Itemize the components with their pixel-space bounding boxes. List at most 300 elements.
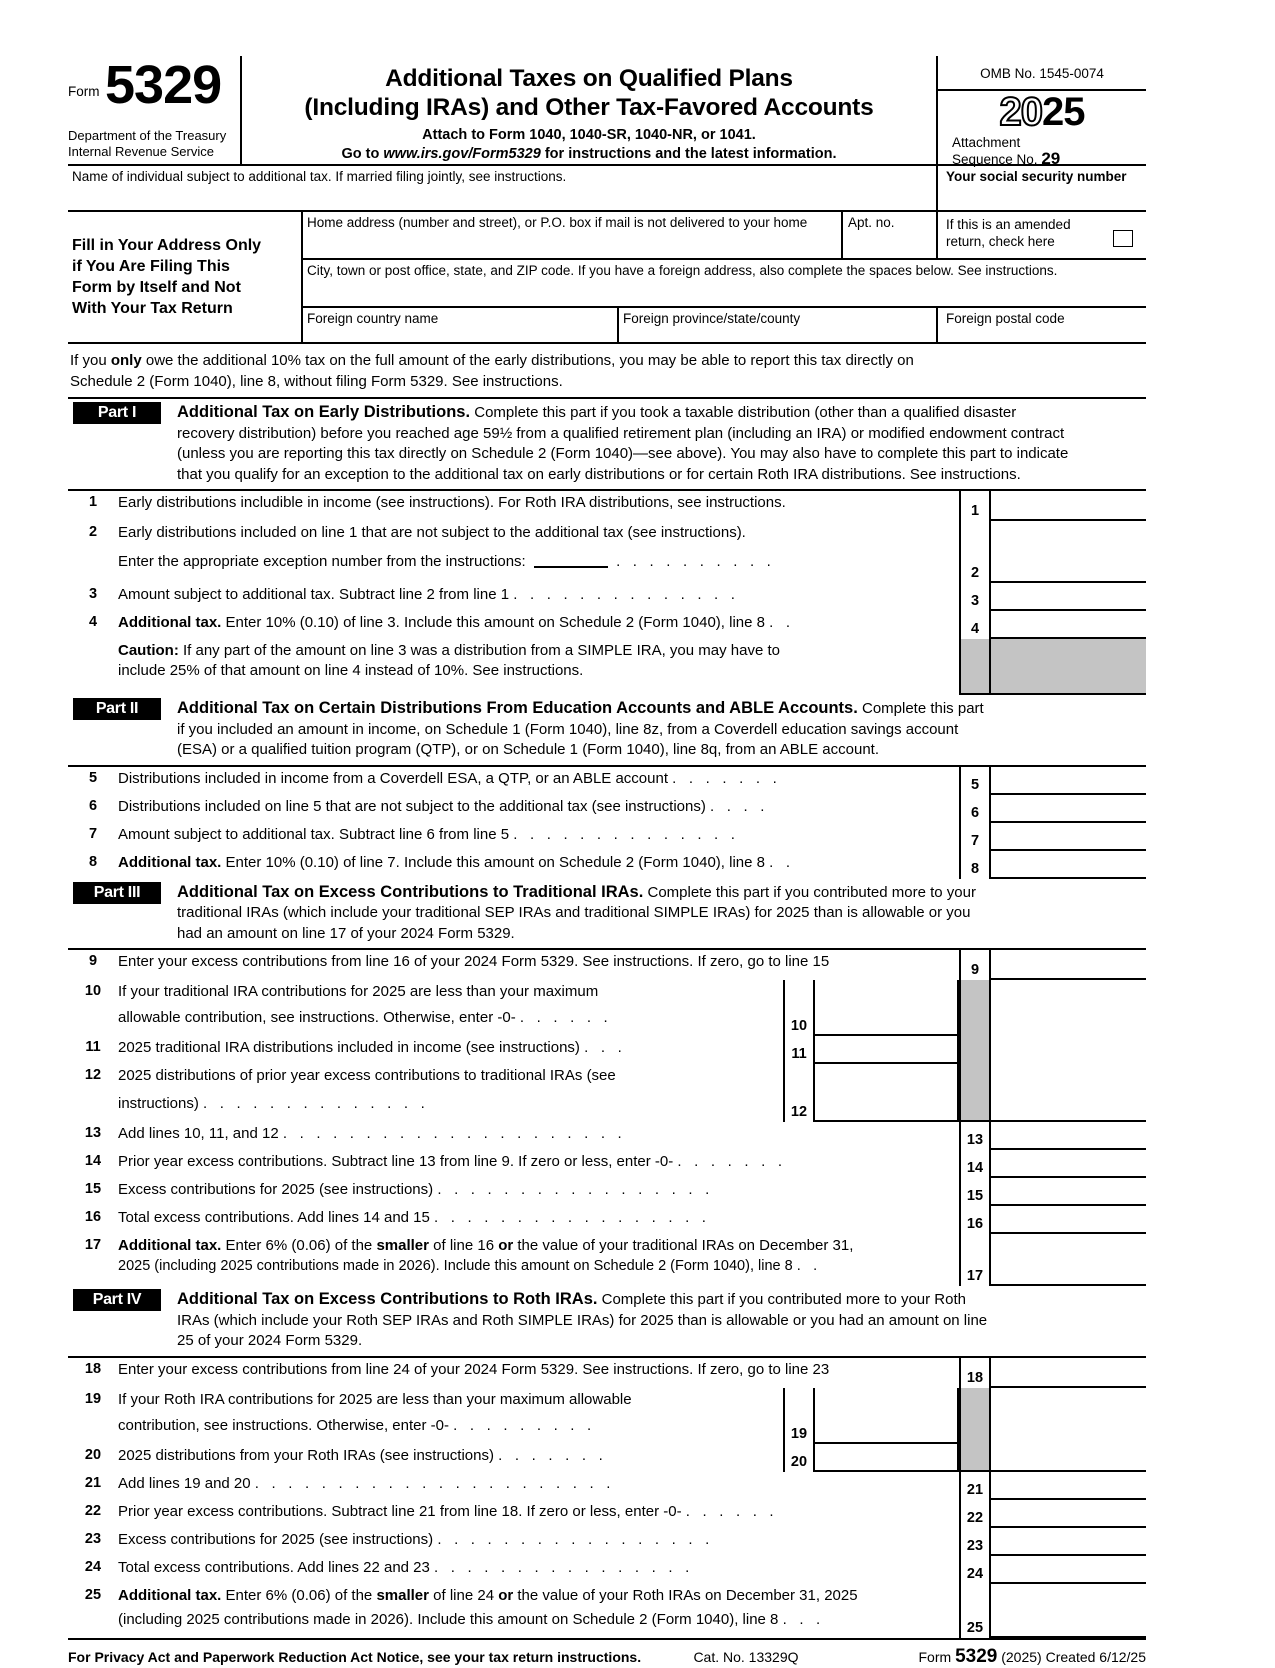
line-7-row [68,823,1146,851]
line-23-amount[interactable] [991,1528,1146,1556]
line-1-label: Early distributions includible in income (see instructions). For Roth IRA distributions, see instructions [118,494,782,511]
line-22-dots: . . . . . . [685,1502,778,1520]
line-5-box-number: 5 [959,767,991,795]
line-5-row [68,767,1146,795]
part-4-body2: IRAs (which include your Roth SEP IRAs and Roth SIMPLE IRAs) for 2025 than is allowable or you had an amount on line [177,1311,988,1329]
sequence-number: 29 [1041,149,1061,168]
caution-body-b: include 25% of that amount on line 4 instead of 10%. See instructions. [118,662,584,679]
notice-line2: Schedule 2 (Form 1040), line 8, without filing Form 5329. See instructions. [70,373,563,390]
goto-prefix: Go to [341,146,380,162]
line-23-label: Excess contributions for 2025 (see instructions) [118,1530,434,1548]
line-16-text [118,1206,959,1234]
line-18-number: 18 [84,1360,102,1377]
line-25-amount[interactable] [991,1584,1146,1638]
line-5-dots: . . . . . . . [672,769,781,787]
line-14-dots: . . . . . . . [677,1153,787,1170]
part-2-title: Additional Tax on Certain Distributions From Education Accounts and ABLE Accounts. [177,699,858,717]
line-1-text [118,491,959,521]
catalog-number: Cat. No. 13329Q [693,1648,799,1665]
home-address-field[interactable] [303,212,843,258]
line-21-dots: . . . . . . . . . . . . . . . . . . . . . . [254,1474,615,1492]
part-1-badge: Part I [73,402,161,424]
amended-return-checkbox[interactable] [1113,230,1133,247]
line-8-box-number: 8 [959,851,991,879]
line-14-box-number: 14 [959,1150,991,1178]
part-1-title: Additional Tax on Early Distributions. [177,403,471,421]
caution-label: Caution: [118,642,179,659]
line-24-dots: . . . . . . . . . . . . . . . . [434,1558,694,1576]
line-16-box-number: 16 [959,1206,991,1234]
tax-year-digits: 25 [1042,90,1085,134]
home-address-label: Home address (number and street), or P.O. box if mail is not delivered to your home [307,215,808,230]
line-10-row [68,980,1146,1036]
amended-line1: If this is an amended [946,217,1071,232]
line-16-number: 16 [84,1209,102,1225]
line-14-amount[interactable] [991,1150,1146,1178]
form-sheet [68,56,1146,1668]
form-footer [68,1638,1146,1668]
part-2-description [161,698,1146,761]
line-9-amount[interactable] [991,950,1146,980]
line-23-box-number: 23 [959,1528,991,1556]
line-3-dots: . . . . . . . . . . . . . . [513,586,740,603]
line-6-row [68,795,1146,823]
line-16-dots: . . . . . . . . . . . . . . . . . [434,1209,711,1226]
footer-form-suffix: (2025) Created 6/12/25 [1001,1648,1146,1665]
line-15-text [118,1178,959,1206]
form-number: 5329 [105,55,222,115]
goto-instruction [242,146,936,162]
line-17-smaller: smaller [376,1237,429,1254]
part-1-body4: that you qualify for an exception to the additional tax on early distributions or for certain Roth IRA distributions. See instructions. [177,465,1021,483]
line-15-number: 15 [84,1181,102,1197]
part-4-body1: Complete this part if you contributed more to your Roth [597,1291,966,1308]
line-1-amount[interactable] [991,491,1146,521]
notice-line1-c: owe the additional 10% tax on the full amount of the early distributions, you may be able to report this tax directly on [141,352,914,369]
footer-form-id [919,1646,1147,1668]
line-14-row [68,1150,1146,1178]
tax-year-block [938,91,1146,135]
line-8-label-bold: Additional tax. [118,853,222,871]
line-12-text [118,1064,783,1122]
line-25-row [68,1584,1146,1638]
line-6-dots: . . . . [710,797,769,815]
line-5-label: Distributions included in income from a Coverdell ESA, a QTP, or an ABLE account [118,769,668,787]
foreign-postal-field[interactable] [938,308,1146,342]
caution-spacer [68,639,118,695]
line-4-amount[interactable] [991,611,1146,639]
line-1-box-number: 1 [959,491,991,521]
line-6-box-number: 6 [959,795,991,823]
line-16-amount[interactable] [991,1206,1146,1234]
line-19-number: 19 [84,1390,102,1407]
part-3-lines [68,948,1146,1286]
foreign-country-label: Foreign country name [307,311,439,326]
line-18-amount[interactable] [991,1358,1146,1388]
line-2-dots: . . . . . . . . . . [616,553,776,570]
line-10-amount[interactable] [815,980,959,1036]
part-3-body1: Complete this part if you contributed more to your [643,883,976,901]
line-8-label: Enter 10% (0.10) of line 7. Include this amount on Schedule 2 (Form 1040), line 8 [221,853,765,871]
line-13-amount[interactable] [991,1122,1146,1150]
line-2-label-b: Enter the appropriate exception number from the instructions: [118,553,526,570]
line-17-box-number: 17 [959,1234,991,1286]
line-12-label-b: instructions) [118,1095,199,1112]
part-1-lines [68,489,1146,695]
line-11-amount[interactable] [815,1036,959,1064]
line-14-number: 14 [84,1153,102,1169]
notice-paragraph [68,342,1146,397]
part-3-title: Additional Tax on Excess Contributions to Traditional IRAs. [177,882,644,901]
line-3-box-number: 3 [959,583,991,611]
part-3-badge: Part III [73,882,161,904]
line-9-text: Enter your excess contributions from line 16 of your 2024 Form 5329. See instructions. If zero, go to line 15 [118,953,830,970]
line-3-number: 3 [88,586,98,602]
line-24-amount[interactable] [991,1556,1146,1584]
address-side-line3: Form by Itself and Not [72,279,241,296]
tax-year-century: 20 [999,90,1042,134]
line-22-number: 22 [84,1502,102,1519]
line-11-number: 11 [85,1039,101,1055]
address-fields [303,212,1146,342]
name-field[interactable] [68,166,938,210]
line-20-dots: . . . . . . . [498,1446,607,1464]
line-25-or: or [498,1586,514,1604]
line-17-label-b: 2025 (including 2025 contributions made in 2026). Include this amount on Schedule 2 (Form 1040), line 8 [118,1258,793,1274]
line-24-text [118,1556,959,1584]
line-19-label-b: contribution, see instructions. Otherwise, enter -0- [118,1416,449,1434]
line-11-box-number: 11 [783,1036,815,1064]
part-4-badge: Part IV [73,1289,161,1311]
line-4-label-bold: Additional tax. [118,614,222,631]
part-2-header [68,695,1146,765]
line-24-number: 24 [84,1558,102,1575]
line-21-number: 21 [84,1474,102,1491]
line-17-dots: . . [796,1258,822,1274]
tax-year [938,91,1146,133]
line-11-dots: . . . [584,1039,626,1056]
line-4-box-number: 4 [959,611,991,639]
line-6-number: 6 [88,797,98,814]
line-17-text [118,1234,959,1286]
address-side-label [68,212,303,342]
line-15-row [68,1178,1146,1206]
line-25-a5: the value of your Roth IRAs on December 31, 2025 [513,1586,858,1604]
line-14-text [118,1150,959,1178]
line-20-right-blank [991,1444,1146,1472]
line-12-right-blank [991,1064,1146,1122]
line-3-amount[interactable] [991,583,1146,611]
line-20-text [118,1444,783,1472]
form-title-line2: (Including IRAs) and Other Tax-Favored Accounts [304,94,874,121]
line-25-label-bold: Additional tax. [118,1586,222,1604]
part-3-header [68,879,1146,949]
line-21-amount[interactable] [991,1472,1146,1500]
line-16-row [68,1206,1146,1234]
line-2-number: 2 [88,524,98,540]
line-25-a3: of line 24 [428,1586,499,1604]
line-2-amount[interactable] [991,521,1146,583]
line-9-row [68,950,1146,980]
form-identity-block [68,56,240,164]
foreign-postal-label: Foreign postal code [946,311,1065,326]
address-row-1 [303,212,1146,260]
line-12-number: 12 [84,1067,102,1083]
irs-label: Internal Revenue Service [68,144,214,159]
line-17-row [68,1234,1146,1286]
line-13-row [68,1122,1146,1150]
line-10-number: 10 [84,983,102,999]
line-12-dots: . . . . . . . . . . . . . . [203,1095,429,1112]
goto-suffix: for instructions and the latest information. [544,146,837,162]
line-11-text [118,1036,783,1064]
line-9-number: 9 [88,953,98,969]
line-10-right-blank [991,980,1146,1036]
exception-number-input[interactable] [534,554,608,568]
line-13-box-number: 13 [959,1122,991,1150]
part-4-header [68,1286,1146,1356]
part-4-body3: 25 of your 2024 Form 5329. [177,1332,363,1349]
line-14-label: Prior year excess contributions. Subtract line 13 from line 9. If zero or less, enter -0- [118,1153,674,1170]
line-13-number: 13 [84,1125,102,1141]
line-19-dots: . . . . . . . . . [453,1416,596,1434]
line-25-text [118,1584,959,1638]
part-2-badge: Part II [73,698,161,720]
line-10-text [118,980,783,1036]
line-12-label-a: 2025 distributions of prior year excess contributions to traditional IRAs (see [118,1067,616,1084]
line-20-box-number: 20 [783,1444,815,1472]
line-19-text [118,1388,783,1444]
line-21-label: Add lines 19 and 20 [118,1474,251,1492]
part-2-body3: (ESA) or a qualified tuition program (QTP), or on Schedule 1 (Form 1040), line 8q, from an ABLE account. [177,741,880,758]
line-11-row [68,1036,1146,1064]
form-word-label: Form [68,84,100,99]
line-20-label: 2025 distributions from your Roth IRAs (see instructions) [118,1446,494,1464]
part-3-description [161,882,1146,945]
form-title-block [240,56,938,164]
address-side-line2: if You Are Filing This [72,258,230,275]
line-20-shaded-box [959,1444,991,1472]
line-25-number: 25 [84,1586,102,1603]
part-4-description [161,1289,1146,1352]
treasury-label: Department of the Treasury [68,128,227,143]
line-12-row [68,1064,1146,1122]
ssn-label: Your social security number [946,169,1127,184]
line-20-number: 20 [84,1446,102,1463]
privacy-notice: For Privacy Act and Paperwork Reduction Act Notice, see your tax return instructions. [68,1648,642,1665]
line-19-right-blank [991,1388,1146,1444]
footer-form-word: Form [918,1648,952,1665]
line-19-label-a: If your Roth IRA contributions for 2025 are less than your maximum allowable [118,1390,632,1408]
line-20-row [68,1444,1146,1472]
line-17-a1: Enter 6% (0.06) of the [221,1237,377,1254]
line-17-a5: the value of your traditional IRAs on December 31, [513,1237,854,1254]
part-2-body2: if you included an amount in income, on Schedule 1 (Form 1040), line 8z, from a Coverdell education savings account [177,720,959,738]
line-18-box-number: 18 [959,1358,991,1388]
line-20-amount[interactable] [815,1444,959,1472]
line-6-text [118,795,959,823]
caution-shaded-box-number [959,639,991,695]
line-2-box-number: 2 [959,521,991,583]
notice-only-emphasis: only [110,352,142,369]
line-4-row [68,611,1146,639]
line-12-box-number: 12 [783,1064,815,1122]
part-2-lines [68,765,1146,879]
part-1-body3: (unless you are reporting this tax directly on Schedule 2 (Form 1040)—see above). You may also have to complete this part to indicate [177,445,1069,462]
line-2-row [68,521,1146,583]
city-label: City, town or post office, state, and ZIP code. If you have a foreign address, also complete the spaces below. See instructions. [307,263,1058,278]
line-19-shaded-box [959,1388,991,1444]
line-21-text [118,1472,959,1500]
amended-return-block [938,212,1146,258]
ssn-field[interactable] [938,166,1146,210]
line-21-row [68,1472,1146,1500]
line-23-dots: . . . . . . . . . . . . . . . . . [437,1530,714,1548]
agency-block [68,128,226,160]
line-18-row [68,1358,1146,1388]
line-6-label: Distributions included on line 5 that are not subject to the additional tax (see instructions) [118,797,706,815]
line-15-amount[interactable] [991,1178,1146,1206]
line-10-label-b: allowable contribution, see instructions. Otherwise, enter -0- [118,1009,516,1026]
line-22-row [68,1500,1146,1528]
attach-instruction: Attach to Form 1040, 1040-SR, 1040-NR, or 1041. [422,127,756,143]
foreign-province-field[interactable] [619,308,938,342]
footer-form-number: 5329 [955,1645,998,1667]
line-7-amount[interactable] [991,823,1146,851]
line-23-text [118,1528,959,1556]
line-22-box-number: 22 [959,1500,991,1528]
line-21-box-number: 21 [959,1472,991,1500]
city-field[interactable] [303,260,1146,308]
caution-row [68,639,1146,695]
line-5-number: 5 [88,769,98,786]
line-23-row [68,1528,1146,1556]
line-11-shaded-box [959,1036,991,1064]
line-13-dots: . . . . . . . . . . . . . . . . . . . . . [282,1125,626,1142]
foreign-country-field[interactable] [303,308,619,342]
line-4-number: 4 [88,614,98,630]
line-1-number: 1 [88,494,98,510]
line-3-row [68,583,1146,611]
part-2-body1: Complete this part [857,700,984,717]
sequence-label: Sequence No. [952,152,1038,167]
line-25-smaller: smaller [376,1586,429,1604]
line-1-dots: . [781,494,790,511]
line-10-label-a: If your traditional IRA contributions for 2025 are less than your maximum [118,983,599,1000]
amended-line2: return, check here [946,234,1055,249]
line-8-text [118,851,959,879]
line-16-label: Total excess contributions. Add lines 14 and 15 [118,1209,430,1226]
line-23-number: 23 [84,1530,102,1547]
line-5-text [118,767,959,795]
line-8-number: 8 [88,853,98,870]
line-22-amount[interactable] [991,1500,1146,1528]
line-8-row [68,851,1146,879]
line-7-text [118,823,959,851]
name-label: Name of individual subject to additional tax. If married filing jointly, see instructions. [72,169,567,184]
line-17-a3: of line 16 [428,1237,499,1254]
part-1-header [68,397,1146,489]
line-9-box-number: 9 [959,950,991,980]
line-7-dots: . . . . . . . . . . . . . . [513,825,740,843]
caution-shaded-amount [991,639,1146,695]
apt-label: Apt. no. [848,215,895,230]
line-3-text [118,583,959,611]
address-block [68,210,1146,342]
attachment-label: Attachment [952,135,1021,150]
omb-block [938,56,1146,168]
line-10-shaded-box [959,980,991,1036]
line-11-label: 2025 traditional IRA distributions included in income (see instructions) [118,1039,580,1056]
foreign-province-label: Foreign province/state/county [623,311,801,326]
line-24-row [68,1556,1146,1584]
line-19-row [68,1388,1146,1444]
line-10-dots: . . . . . . [519,1009,612,1026]
line-17-or: or [498,1237,514,1254]
apt-field[interactable] [843,212,938,258]
line-25-a1: Enter 6% (0.06) of the [221,1586,377,1604]
line-1-row [68,491,1146,521]
line-24-box-number: 24 [959,1556,991,1584]
line-8-amount[interactable] [991,851,1146,879]
caution-text [118,639,959,695]
line-19-amount[interactable] [815,1388,959,1444]
line-15-label: Excess contributions for 2025 (see instructions) [118,1181,434,1198]
line-6-amount[interactable] [991,795,1146,823]
line-3-label: Amount subject to additional tax. Subtract line 2 from line 1 [118,586,510,603]
line-25-label-b: (including 2025 contributions made in 2026). Include this amount on Schedule 2 (Form 1040), line 8 [118,1610,779,1628]
line-10-box-number: 10 [783,980,815,1036]
line-17-label-bold: Additional tax. [118,1237,222,1254]
line-5-amount[interactable] [991,767,1146,795]
line-2-label-a: Early distributions included on line 1 that are not subject to the additional tax (see instructions). [118,524,746,541]
part-1-description [161,402,1146,485]
line-22-text [118,1500,959,1528]
line-15-dots: . . . . . . . . . . . . . . . . . [437,1181,714,1198]
irs-url[interactable]: www.irs.gov/Form5329 [383,146,541,162]
line-25-box-number: 25 [959,1584,991,1638]
line-7-box-number: 7 [959,823,991,851]
line-7-number: 7 [88,825,98,842]
line-19-box-number: 19 [783,1388,815,1444]
line-8-dots: . . [769,853,795,871]
caution-body-a: If any part of the amount on line 3 was a distribution from a SIMPLE IRA, you may have to [178,642,780,659]
line-13-label: Add lines 10, 11, and 12 [118,1125,279,1142]
line-17-amount[interactable] [991,1234,1146,1286]
name-ssn-row [68,164,1146,210]
line-2-text [118,521,959,583]
line-12-amount[interactable] [815,1064,959,1122]
line-13-text [118,1122,959,1150]
omb-number: OMB No. 1545-0074 [980,66,1104,81]
part-3-body2: traditional IRAs (which include your traditional SEP IRAs and traditional SIMPLE IRAs) for 2025 than is allowable or you [177,904,971,921]
part-1-body1: Complete this part if you took a taxable distribution (other than a qualified disaster [470,404,1017,421]
line-24-label: Total excess contributions. Add lines 22 and 23 [118,1558,430,1576]
line-4-label: Enter 10% (0.10) of line 3. Include this amount on Schedule 2 (Form 1040), line 8 [221,614,765,631]
address-side-line4: With Your Tax Return [72,300,233,317]
attachment-sequence [938,135,1146,168]
line-12-shaded-box [959,1064,991,1122]
form-header [68,55,1146,168]
part-4-title: Additional Tax on Excess Contributions to Roth IRAs. [177,1290,598,1308]
part-4-lines [68,1356,1146,1638]
line-4-dots: . . [769,614,795,631]
address-side-line1: Fill in Your Address Only [72,237,262,254]
form-title-line1: Additional Taxes on Qualified Plans [385,65,793,92]
line-18-text: Enter your excess contributions from line 24 of your 2024 Form 5329. See instructions. If zero, go to line 23 [118,1360,830,1378]
line-17-number: 17 [84,1237,102,1253]
line-4-text [118,611,959,639]
